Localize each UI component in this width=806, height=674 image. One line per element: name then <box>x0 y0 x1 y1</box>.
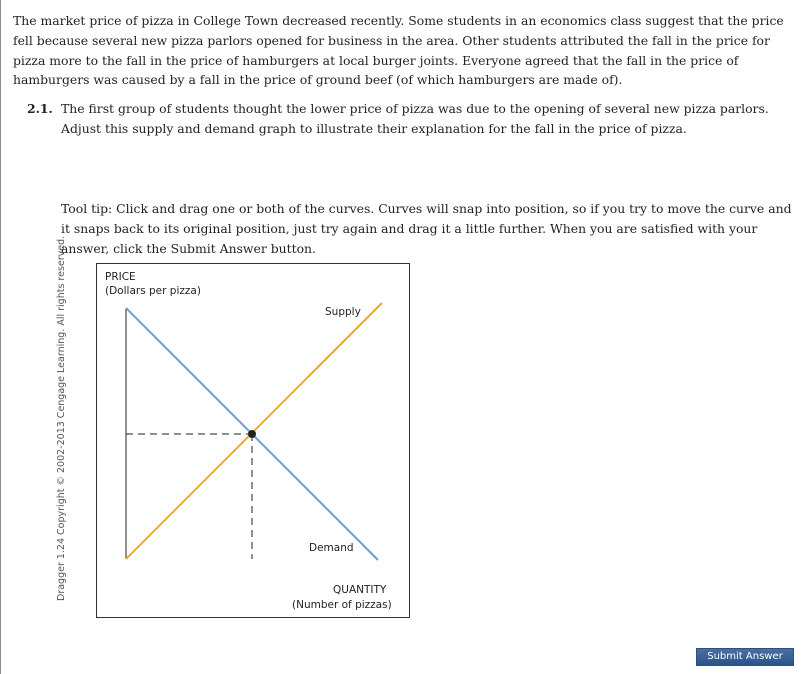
question-number: 2.1. <box>27 101 53 116</box>
y-axis-units: (Dollars per pizza) <box>105 285 201 297</box>
x-axis-units: (Number of pizzas) <box>292 599 392 611</box>
tool-tip-text: Tool tip: Click and drag one or both of the curves. Curves will snap into position, so if you try to move the curve and it snaps back to its original position, just try again and drag it a little further. When you are satisfied with your answer, click the Submit Answer button. <box>61 201 792 256</box>
question-text: The first group of students thought the lower price of pizza was due to the opening of several new pizza parlors. Adjust this supply and demand graph to illustrate their explanation for the fall in the price of pizza. <box>61 101 769 136</box>
intro-paragraph: The market price of pizza in College Town decreased recently. Some students in an economics class suggest that the price fell because several new pizza parlors opened for business in the area. Other students attributed the fall in the price for pizza more to the fall in the price of hamburgers at local burger joints. Everyone agreed that the fall in the price of hamburgers was caused by a fall in the price of ground beef (of which hamburgers are made of). <box>13 13 784 88</box>
submit-answer-button[interactable]: Submit Answer <box>696 648 794 666</box>
equilibrium-point <box>248 430 256 438</box>
supply-demand-graph[interactable] <box>96 263 410 618</box>
y-axis-title: PRICE <box>105 271 136 283</box>
frame-border <box>0 0 1 674</box>
supply-label: Supply <box>325 306 361 318</box>
graph-canvas <box>97 264 409 617</box>
copyright-notice: Dragger 1.24 Copyright © 2002-2013 Cengage Learning. All rights reserved. <box>56 235 67 601</box>
x-axis-title: QUANTITY <box>333 584 387 596</box>
demand-label: Demand <box>309 542 354 554</box>
